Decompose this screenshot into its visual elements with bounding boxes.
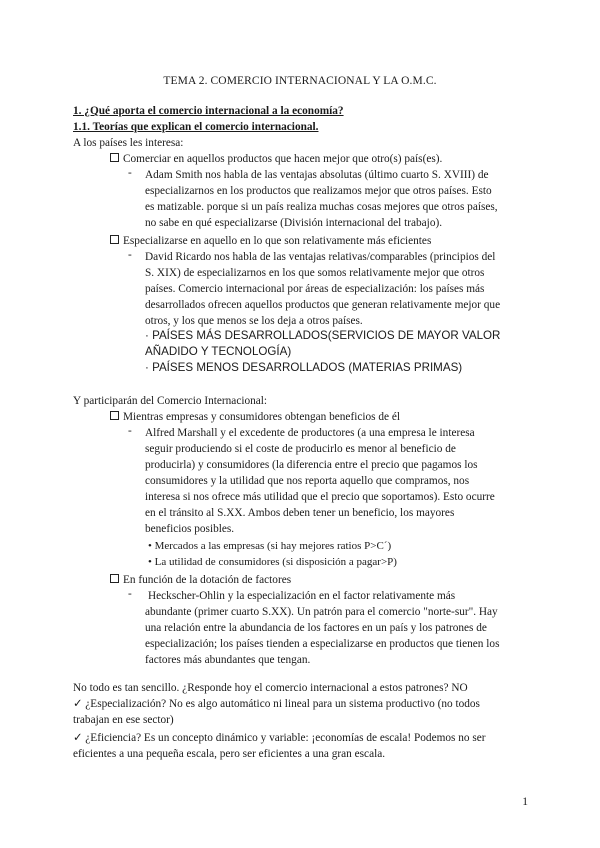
paragraph-line: beneficios posibles. — [145, 523, 235, 535]
intro-text: A los países les interesa: — [73, 137, 184, 149]
dash-marker: - — [128, 167, 132, 179]
paragraph-line: factores más abundantes que tengan. — [145, 654, 311, 666]
checkbox-icon — [110, 235, 119, 244]
checklist-item — [110, 233, 431, 249]
dash-marker: - — [128, 588, 132, 600]
closing-line: trabajan en ese sector) — [73, 714, 174, 726]
subsection-heading: 1.1. Teorías que explican el comercio internacional. — [73, 121, 319, 133]
checkbox-icon — [110, 411, 119, 420]
closing-line: ✓ ¿Especialización? No es algo automático ni lineal para un sistema productivo (no todos — [73, 698, 480, 710]
paragraph-line: desarrollados ofrecen aquellos productos que generan relativamente mejor que — [145, 299, 501, 311]
closing-line: No todo es tan sencillo. ¿Responde hoy el comercio internacional a estos patrones? NO — [73, 682, 468, 694]
paragraph-line: Alfred Marshall y el excedente de productores (a una empresa le interesa — [145, 427, 475, 439]
paragraph-line: países. Comercio internacional por áreas de especialización: los países más — [145, 283, 485, 295]
paragraph-line: Adam Smith nos habla de las ventajas absolutas (último cuarto S. XVIII) de — [145, 169, 489, 181]
paragraph-line: especializarnos en los productos que realizamos mejor que otros países. Esto — [145, 185, 492, 197]
paragraph-line: especialización; los países tienden a especializarse en productos que tienen los — [145, 638, 500, 650]
paragraph-line: abundante (primer cuarto S.XX). Un patrón para el comercio "norte-sur". Hay — [145, 606, 498, 618]
paragraph-line: Heckscher-Ohlin y la especialización en el factor relativamente más — [148, 590, 456, 602]
document-title: TEMA 2. COMERCIO INTERNACIONAL Y LA O.M.C. — [163, 75, 437, 87]
paragraph-line: consumidores y la utilidad que nos reporta aquello que compramos, nos — [145, 475, 470, 487]
checklist-item — [110, 151, 442, 167]
bullet-item: • Mercados a las empresas (si hay mejores ratios P>C´) — [148, 540, 392, 552]
dash-marker: - — [128, 425, 132, 437]
checkbox-icon — [110, 153, 119, 162]
dash-marker: - — [128, 249, 132, 261]
paragraph-line: seguir produciendo si el coste de producirlo es menor al beneficio de — [145, 443, 456, 455]
section-heading: 1. ¿Qué aporta el comercio internacional a la economía? — [73, 105, 344, 117]
paragraph-line: S. XIX) de especializarnos en los que somos relativamente mejor que otros — [145, 267, 485, 279]
paragraph-line: otros, y los que menos se los deja a otros países. — [145, 315, 363, 327]
paragraph-line: es matizable. porque si un país realiza muchas cosas mejores que otros países, — [145, 201, 498, 213]
checklist-item-label: Comerciar en aquellos productos que hacen mejor que otro(s) país(es). — [123, 153, 443, 165]
checkbox-icon — [110, 574, 119, 583]
country-type-line: · PAÍSES MENOS DESARROLLADOS (MATERIAS PRIMAS) — [145, 361, 463, 374]
page-number: 1 — [522, 796, 528, 808]
checklist-item-label: Especializarse en aquello en lo que son relativamente más eficientes — [123, 235, 432, 247]
bullet-item: • La utilidad de consumidores (si disposición a pagar>P) — [148, 556, 397, 568]
checklist-item — [110, 409, 400, 425]
intro-text: Y participarán del Comercio Internacional: — [73, 395, 268, 407]
checklist-item — [110, 572, 291, 588]
paragraph-line: David Ricardo nos habla de las ventajas relativas/comparables (principios del — [145, 251, 496, 263]
paragraph-line: no sabe en qué especializarse (División internacional del trabajo). — [145, 217, 443, 229]
closing-line: ✓ ¿Eficiencia? Es un concepto dinámico y variable: ¡economías de escala! Podemos no ser — [73, 732, 486, 744]
country-type-line: AÑADIDO Y TECNOLOGÍA) — [145, 345, 292, 358]
checklist-item-label: En función de la dotación de factores — [123, 574, 292, 586]
paragraph-line: en el tránsito al S.XX. Ambos deben tener un beneficio, los mayores — [145, 507, 455, 519]
closing-line: eficientes a una pequeña escala, pero ser eficientes a una gran escala. — [73, 748, 386, 760]
paragraph-line: producirla) y consumidores (la diferencia entre el precio que pagamos los — [145, 459, 478, 471]
paragraph-line: interesa si nos ofrece más utilidad que el precio que soportamos). Esto ocurre — [145, 491, 495, 503]
checklist-item-label: Mientras empresas y consumidores obtengan beneficios de él — [123, 411, 401, 423]
paragraph-line: una relación entre la abundancia de los factores en un país y los patrones de — [145, 622, 487, 634]
country-type-line: · PAÍSES MÁS DESARROLLADOS(SERVICIOS DE MAYOR VALOR — [145, 329, 501, 342]
